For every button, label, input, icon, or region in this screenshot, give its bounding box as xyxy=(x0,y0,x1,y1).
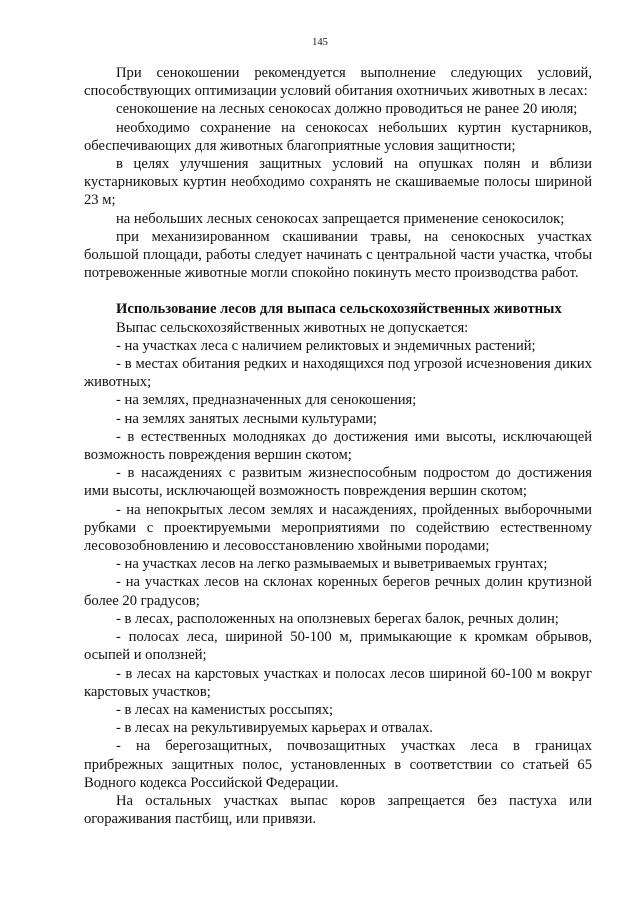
intro-paragraph: При сенокошении рекомендуется выполнение следующих условий, способствующих оптимизации условий обитания охотничьих животных в лесах: xyxy=(84,65,592,100)
section-heading: Использование лесов для выпаса сельскохозяйственных животных xyxy=(116,301,562,318)
intro-paragraph: необходимо сохранение на сенокосах небольших куртин кустарников, обеспечивающих для животных благоприятные условия защитности; xyxy=(84,119,592,154)
list-item: - на участках леса с наличием реликтовых и эндемичных растений; xyxy=(116,337,536,354)
intro-paragraph: на небольших лесных сенокосах запрещается применение сенокосилок; xyxy=(116,210,565,227)
list-item: - на землях, предназначенных для сенокошения; xyxy=(116,392,417,409)
list-item: - в естественных молодняках до достижения ими высоты, исключающей возможность повреждения вершин скотом; xyxy=(84,428,592,464)
list-item: - на берегозащитных, почвозащитных участках леса в границах прибрежных защитных полос, установленных в соответствии со статьей 65 Водного кодекса Российской Федерации. xyxy=(84,738,592,791)
list-item: - на непокрытых лесом землях и насаждениях, пройденных выборочными рубками с проектируемыми мероприятиями по содействию естественному лесовозобновлению и лесовосстановлению хвойными породами; xyxy=(84,501,592,555)
closing-paragraph: На остальных участках выпас коров запрещается без пастуха или огораживания пастбищ, или привязи. xyxy=(84,792,592,828)
list-item: - на участках лесов на склонах коренных берегов речных долин крутизной более 20 градусов; xyxy=(84,574,592,609)
list-item: - в лесах, расположенных на оползневых берегах балок, речных долин; xyxy=(116,610,559,627)
intro-paragraph: в целях улучшения защитных условий на опушках полян и вблизи кустарниковых куртин необходимо сохранять не скашиваемые полосы шириной 23 м; xyxy=(84,156,592,209)
list-item: - в насаждениях с развитым жизнеспособным подростом до достижения ими высоты, исключающей возможность повреждения вершин скотом; xyxy=(84,465,592,500)
list-item: - в местах обитания редких и находящихся под угрозой исчезновения диких животных; xyxy=(84,356,592,391)
intro-paragraph: сенокошение на лесных сенокосах должно проводиться не ранее 20 июля; xyxy=(116,101,578,118)
list-item: - в лесах на рекультивируемых карьерах и отвалах. xyxy=(116,720,433,737)
list-item: - на землях занятых лесными культурами; xyxy=(116,410,377,427)
list-item: - в лесах на каменистых россыпях; xyxy=(116,701,334,718)
list-item: - на участках лесов на легко размываемых и выветриваемых грунтах; xyxy=(116,556,548,573)
document-body xyxy=(84,64,592,828)
list-item: - в лесах на карстовых участках и полосах лесов шириной 60-100 м вокруг карстовых участков; xyxy=(84,665,592,700)
intro-paragraph: при механизированном скашивании травы, на сенокосных участках большой площади, работы следует начинать с центральной части участка, чтобы потревоженные животные могли спокойно покинуть место производства работ. xyxy=(84,228,592,282)
list-item: - полосах леса, шириной 50-100 м, примыкающие к кромкам обрывов, осыпей и оползней; xyxy=(84,629,592,664)
section-lead: Выпас сельскохозяйственных животных не допускается: xyxy=(116,319,469,336)
page-number: 145 xyxy=(312,37,328,48)
